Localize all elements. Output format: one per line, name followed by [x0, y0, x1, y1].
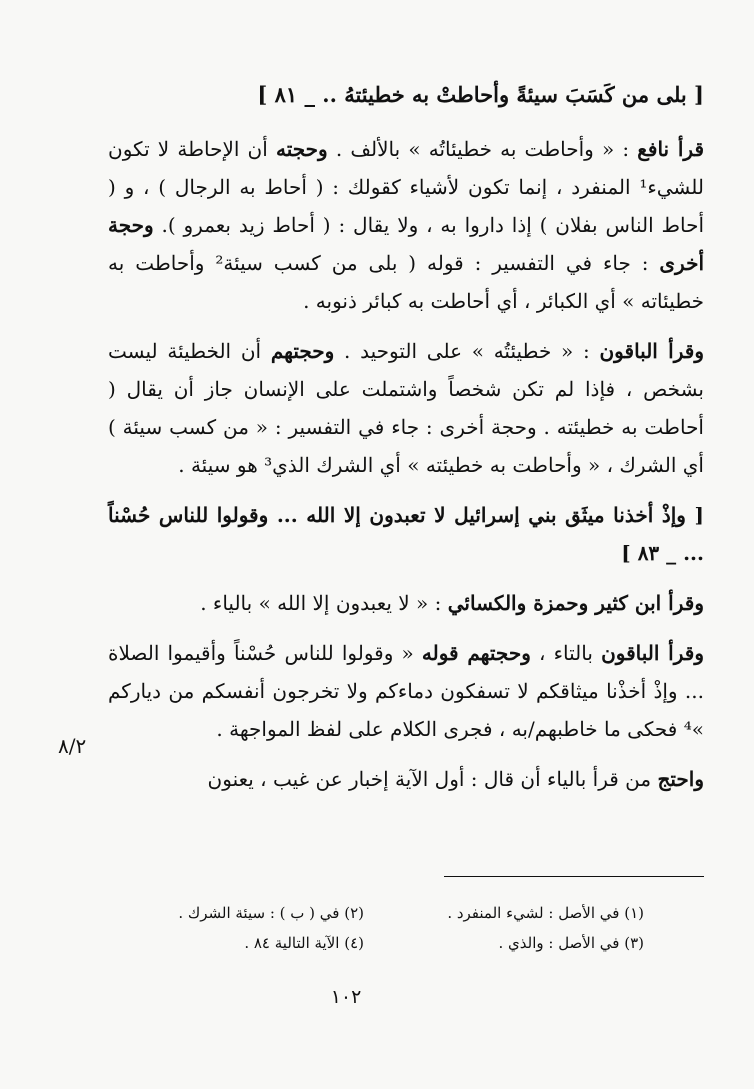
argument-label: وحجتهم قوله [421, 641, 531, 665]
reader-name: وقرأ الباقون [599, 339, 704, 363]
verse-heading-83: [ وإذْ أخذنا ميثَق بني إسرائيل لا تعبدون إلا الله ... وقولوا للناس حُسْناً ... _ ٨٣ ] [108, 503, 704, 565]
argument-label: وحجته [275, 137, 328, 161]
paragraph-text: من قرأ بالياء أن قال : أول الآية إخبار عن غيب ، يعنون [207, 767, 658, 791]
paragraph-text: أن الإحاطة لا تكون للشيء¹ المنفرد ، إنما تكون لأشياء كقولك : ( أحاط به الرجال ) ، و ( أحاط الناس بفلان ) إذا داروا به ، ولا يقال : ( أحاط زيد بعمرو ). [108, 137, 704, 237]
footnote-3: (٣) في الأصل : والذي . [498, 934, 644, 952]
paragraph-ihtajja [108, 760, 704, 798]
reader-name: وقرأ الباقون [601, 641, 704, 665]
paragraph-baqun [108, 332, 704, 484]
paragraph-text: أن الخطيئة ليست بشخص ، فإذا لم تكن شخصاً واشتملت على الإنسان جاز أن يقال ( أحاطت به خطيئته . وحجة أخرى : جاء في التفسير : « من كسب سيئة ) أي الشرك ، « وأحاطت به خطيئته » أي الشرك الذي³ هو سيئة . [108, 339, 704, 477]
footnote-4: (٤) الآية التالية ٨٤ . [244, 934, 364, 952]
page-body [108, 78, 704, 810]
footnote-2: (٢) في ( ب ) : سيئة الشرك . [178, 904, 364, 922]
paragraph-ibn-kathir [108, 584, 704, 622]
paragraph-text: بالتاء ، [530, 641, 602, 665]
paragraph-text: : « وأحاطت به خطيئاتُه » بالألف . [327, 137, 638, 161]
verse-heading-81: [ بلى من كَسَبَ سيئةً وأحاطتْ به خطيئتهُ .. _ ٨١ ] [257, 82, 704, 107]
paragraph-text: : « لا يعبدون إلا الله » بالياء . [200, 591, 448, 615]
argument-label: وحجة أخرى [108, 213, 705, 275]
page-number: ١٠٢ [330, 986, 362, 1008]
footnote-divider [444, 876, 704, 877]
reader-name: قرأ نافع [637, 137, 705, 161]
argument-label: واحتج [657, 767, 704, 791]
footnote-1: (١) في الأصل : لشيء المنفرد . [447, 904, 644, 922]
paragraph-text: « وقولوا للناس حُسْناً وأقيموا الصلاة ... وإذْ أخذْنا ميثاقكم لا تسفكون دماءكم ولا تخرجون أنفسكم من دياركم »⁴ فحكى ما خاطبهم/به ، فجرى الكلام على لفظ المواجهة . [108, 641, 704, 741]
paragraph-text: : « خطيئتُه » على التوحيد . [334, 339, 600, 363]
paragraph-baqun-ta [108, 634, 704, 748]
reader-name: وقرأ ابن كثير وحمزة والكسائي [447, 591, 704, 615]
paragraph-text: : جاء في التفسير : قوله ( بلى من كسب سيئة² وأحاطت به خطيئاته » أي الكبائر ، أي أحاطت به كبائر ذنوبه . [108, 251, 704, 313]
paragraph-nafi [108, 130, 704, 320]
margin-reference: ٨/٢ [58, 734, 87, 758]
argument-label: وحجتهم [270, 339, 335, 363]
